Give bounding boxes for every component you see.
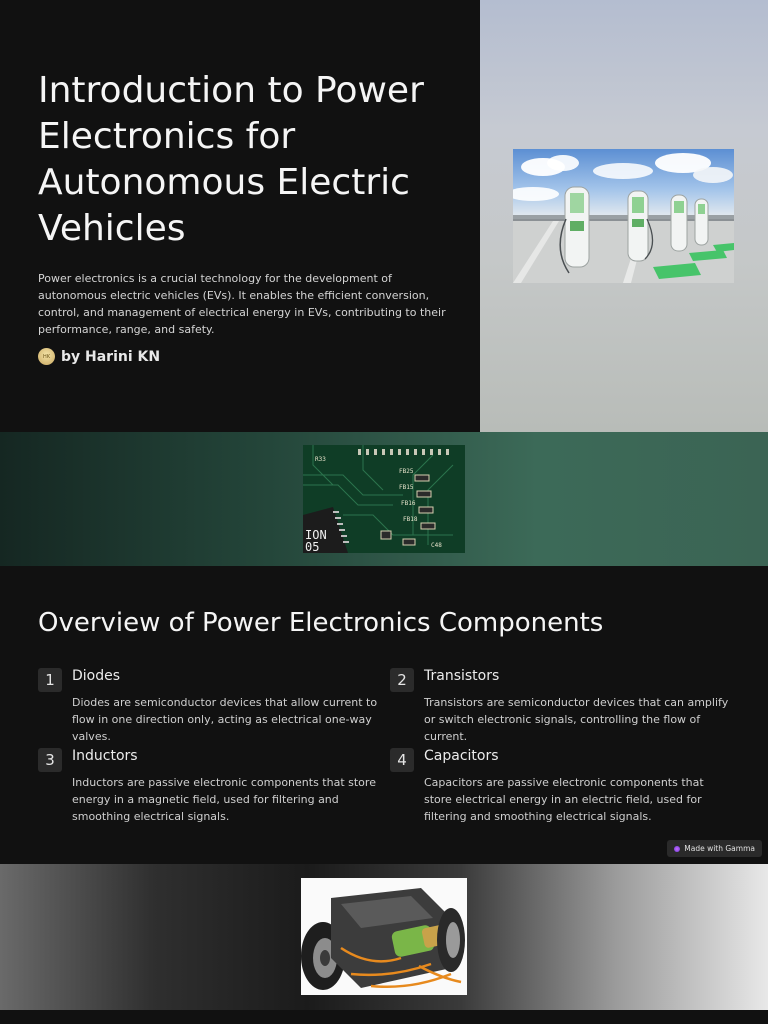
pcb-label: FB25 xyxy=(399,468,414,475)
item-description: Transistors are semiconductor devices that can amplify or switch electronic signals, controlling the flow of current. xyxy=(424,696,729,743)
avatar: HK xyxy=(38,348,55,365)
item-title: Capacitors xyxy=(424,748,499,764)
pcb-label: R33 xyxy=(315,456,326,463)
pcb-label: ION xyxy=(305,528,327,542)
ev-charging-stations-image xyxy=(513,149,734,283)
item-description: Diodes are semiconductor devices that allow current to flow in one direction only, acting as electrical one-way valves. xyxy=(72,696,378,743)
pcb-label: C48 xyxy=(431,542,442,549)
component-item-transistors xyxy=(390,668,729,743)
item-number: 3 xyxy=(38,748,62,772)
component-item-inductors xyxy=(38,748,376,823)
gamma-logo-icon xyxy=(674,846,680,852)
section-title: Overview of Power Electronics Components xyxy=(38,608,604,638)
badge-label: Made with Gamma xyxy=(684,844,755,853)
next-slide-edge xyxy=(0,1010,768,1024)
item-title: Transistors xyxy=(424,668,500,684)
pcb-label: FB15 xyxy=(399,484,414,491)
author-name: by Harini KN xyxy=(61,348,161,365)
author-byline xyxy=(38,348,160,365)
pcb-label: 05 xyxy=(305,540,320,553)
item-number: 4 xyxy=(390,748,414,772)
ev-charging-stations-illustration xyxy=(513,149,734,283)
item-title: Diodes xyxy=(72,668,121,684)
item-description: Inductors are passive electronic components that store energy in a magnetic field, used for filtering and smoothing electrical signals. xyxy=(72,776,376,823)
item-number: 2 xyxy=(390,668,414,692)
slide-description: Power electronics is a crucial technology for the development of autonomous electric vehicles (EVs). It enables the efficient conversion, control, and management of electrical energy in EVs, contributing to their performance, range, and safety. xyxy=(38,272,446,336)
ev-drivetrain-illustration xyxy=(301,878,467,995)
components-overview-slide xyxy=(0,566,768,864)
pcb-label: FB18 xyxy=(403,516,418,523)
pcb-label: FB16 xyxy=(401,500,416,507)
component-item-diodes xyxy=(38,668,378,743)
page-title: Introduction to Power Electronics for Autonomous Electric Vehicles xyxy=(38,70,424,249)
made-with-gamma-badge[interactable] xyxy=(667,840,762,857)
ev-drivetrain-image xyxy=(301,878,467,995)
title-slide-text-panel xyxy=(0,0,480,432)
component-item-capacitors xyxy=(390,748,710,823)
item-number: 1 xyxy=(38,668,62,692)
circuit-board-image xyxy=(303,445,465,553)
item-title: Inductors xyxy=(72,748,138,764)
item-description: Capacitors are passive electronic components that store electrical energy in an electric field, used for filtering and smoothing electrical signals. xyxy=(424,776,704,823)
circuit-board-illustration xyxy=(303,445,465,553)
